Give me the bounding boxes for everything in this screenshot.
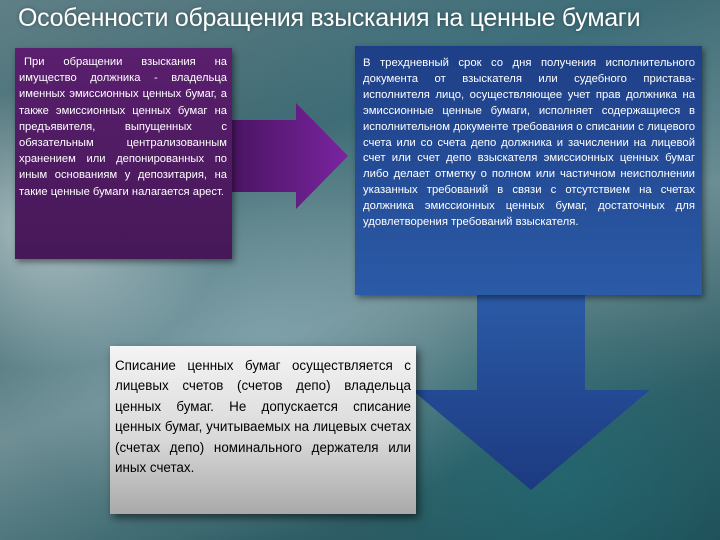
right-text: В трехдневный срок со дня получения исполнительного документа от взыскателя или судебного пристава-исполнителя лицо, осуществляющее учет прав должника на эмиссионные ценные бумаги, исполняет содержащиеся в исполнительном документе требования о списании с лицевого счета или со счета депо должника и зачислении на лицевой счет или счет депо взыскателя эмиссионных ценных бумаг либо делает отметку о полном или частичном неисполнении указанных требований в связи с отсутствием на счетах должника эмиссионных ценных бумаг, достаточных для удовлетворения требований взыскателя. bbox=[363, 57, 695, 229]
left-text-box bbox=[15, 48, 232, 259]
bottom-text-box bbox=[110, 346, 416, 514]
slide-title: Особенности обращения взыскания на ценные бумаги bbox=[18, 4, 641, 32]
right-text-box bbox=[355, 46, 702, 295]
bottom-text: Списание ценных бумаг осуществляется с лицевых счетов (счетов депо) владельца ценных бумаг. Не допускается списание ценных бумаг, учитываемых на лицевых счетах (счетах депо) номинального держателя или иных счетах. bbox=[115, 358, 411, 476]
left-text: При обращении взыскания на имущество должника - владельца именных эмиссионных ценных бумаг, а также эмиссионных ценных бумаг на предъявителя, выпущенных с обязательным централизованным хранением или депонированных по иным основаниям у депозитария, на такие ценные бумаги налагается арест. bbox=[19, 56, 227, 198]
down-arrow-icon bbox=[412, 295, 650, 490]
right-arrow-icon bbox=[232, 103, 348, 209]
